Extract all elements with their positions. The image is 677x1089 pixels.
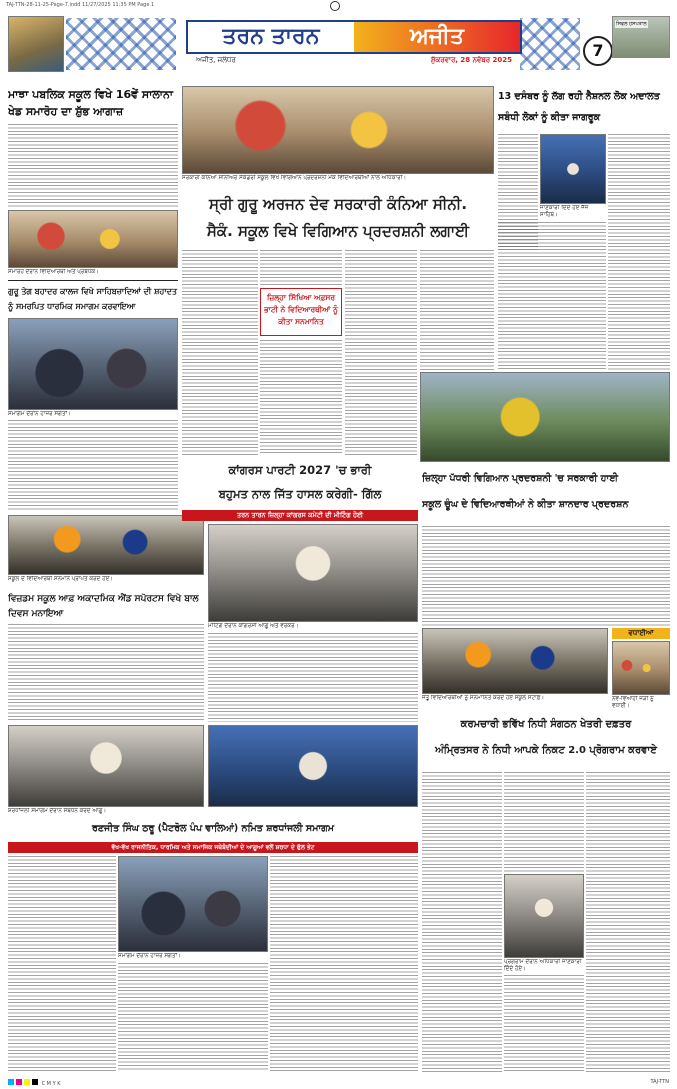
title-paper: ਅਜੀਤ [354, 22, 520, 52]
a1-body-text [8, 124, 178, 208]
a8-subhead-bar: ਵੱਖ-ਵੱਖ ਰਾਜਨੀਤਿਕ, ਧਾਰਮਿਕ ਅਤੇ ਸਮਾਜਿਕ ਜਥੇਬੰਦੀਆਂ ਦੇ ਆਗੂਆਂ ਵਲੋਂ ਸ਼ਰਧਾ ਦੇ ਫੁੱਲ ਭੇਟ [8, 842, 418, 853]
registration-mark-icon [330, 1, 340, 11]
yellow-swatch [24, 1079, 30, 1085]
a6-headline [182, 458, 418, 508]
a7-photo [422, 628, 608, 694]
page-number: 7 [583, 36, 613, 66]
greeting-photo [612, 641, 670, 695]
a2-photo-caption: ਜਾਣਕਾਰੀ ਦਿੰਦੇ ਹੋਏ ਜੱਜ ਸਾਹਿਬ। [540, 205, 589, 218]
masthead-subline [186, 56, 522, 68]
hospital-photo [612, 16, 670, 58]
greeting-label: ਵਧਾਈਆਂ [612, 628, 670, 639]
edition-label: ਅਜੀਤ, ਜਲੰਧਰ [196, 56, 236, 64]
a6-headline-line2: ਬਹੁਮਤ ਨਾਲ ਜਿੱਤ ਹਾਸਲ ਕਰੇਗੀ- ਗਿੱਲ [218, 487, 382, 501]
a3-headline [182, 191, 494, 245]
a2-body-col2 [498, 222, 606, 370]
a6-subhead-bar: ਤਰਨ ਤਾਰਨ ਜ਼ਿਲ੍ਹਾ ਕਾਂਗਰਸ ਕਮੇਟੀ ਦੀ ਮੀਟਿੰਗ ਹੋਈ [182, 510, 418, 521]
a9-body-col3 [586, 772, 670, 1072]
a8-caption2: ਸਮਾਗਮ ਦੌਰਾਨ ਹਾਜ਼ਰ ਸੰਗਤਾਂ। [118, 953, 181, 959]
masthead-title [186, 20, 522, 54]
a3-body-col1 [182, 250, 258, 455]
a5-body-text [8, 624, 204, 722]
a7-body-text [422, 526, 670, 626]
masthead-pattern-right [520, 18, 580, 70]
a7-headline-line2: ਸਕੂਲ ਚੂੰਘ ਦੇ ਵਿਦਿਆਰਥੀਆਂ ਨੇ ਕੀਤਾ ਸ਼ਾਨਦਾਰ ਪ੍ਰਦਰਸ਼ਨ [422, 499, 629, 510]
a6-headline-line1: ਕਾਂਗਰਸ ਪਾਰਟੀ 2027 'ਚ ਭਾਰੀ [228, 463, 372, 477]
print-slug: TAJ-TTN-28-11-25-Page-7.indd 11/27/2025 11:35 PM Page 1 [6, 2, 155, 8]
magenta-swatch [16, 1079, 22, 1085]
title-city: ਤਰਨ ਤਾਰਨ [188, 22, 354, 52]
divider [8, 280, 178, 281]
greeting-caption: ਨਵ-ਵਿਆਹੀ ਜੋੜੀ ਨੂੰ ਵਧਾਈ। [612, 696, 654, 709]
a3-quote-box: ਜ਼ਿਲ੍ਹਾ ਸਿੱਖਿਆ ਅਫ਼ਸਰ ਭਾਟੀ ਨੇ ਵਿਦਿਆਰਥੀਆਂ ਨੂੰ ਕੀਤਾ ਸਨਮਾਨਿਤ [260, 288, 342, 336]
a9-body-col2a [504, 772, 584, 872]
a3-headline-line1: ਸ੍ਰੀ ਗੁਰੂ ਅਰਜਨ ਦੇਵ ਸਰਕਾਰੀ ਕੰਨਿਆ ਸੀਨੀ. [208, 195, 468, 213]
a8-body-col1 [8, 856, 116, 1072]
a4-photo [8, 318, 178, 410]
a9-photo [504, 874, 584, 958]
a5-headline: ਵਿਜ਼ਡਮ ਸਕੂਲ ਆਫ਼ ਅਕਾਦਮਿਕ ਐਂਡ ਸਪੋਰਟਸ ਵਿਖੇ ਬਾਲ ਦਿਵਸ ਮਨਾਇਆ [8, 594, 199, 619]
a4-caption: ਸਮਾਗਮ ਦੌਰਾਨ ਹਾਜ਼ਰ ਸੰਗਤਾਂ। [8, 411, 71, 417]
a8-crowd-photo [118, 856, 268, 952]
a3-body-col2a [260, 250, 342, 286]
a2-headline: 13 ਦਸੰਬਰ ਨੂੰ ਲੱਗ ਰਹੀ ਨੈਸ਼ਨਲ ਲੋਕ ਅਦਾਲਤ ਸਬੰਧੀ ਲੋਕਾਂ ਨੂੰ ਕੀਤਾ ਜਾਗਰੂਕ [498, 91, 660, 123]
a9-body-col1 [422, 772, 502, 1072]
a6-body-text [208, 633, 418, 722]
a2-portrait-photo [540, 134, 606, 204]
a7-photo-caption: ਜੇਤੂ ਵਿਦਿਆਰਥੀਆਂ ਨੂੰ ਸਨਮਾਨਿਤ ਕਰਦੇ ਹੋਏ ਸਕੂਲ ਸਟਾਫ਼। [422, 695, 545, 701]
science-exhibition-photo [182, 86, 494, 174]
masthead-pattern-left [66, 18, 176, 70]
a9-headline [422, 712, 670, 768]
a6-photo [208, 524, 418, 622]
a1-headline: ਮਾਝਾ ਪਬਲਿਕ ਸਕੂਲ ਵਿਖੇ 16ਵੇਂ ਸਾਲਾਨਾ ਖੇਡ ਸਮਾਰੋਹ ਦਾ ਸ਼ੁੱਭ ਆਗਾਜ਼ [8, 88, 173, 118]
a3-body-col4 [420, 250, 494, 370]
school-event-photo [8, 515, 204, 575]
a1-photo [8, 210, 178, 268]
a9-body-col2b [504, 975, 584, 1072]
a9-caption: ਪ੍ਰੋਗਰਾਮ ਦੌਰਾਨ ਅਧਿਕਾਰੀ ਜਾਣਕਾਰੀ ਦਿੰਦੇ ਹੋਏ। [504, 959, 582, 972]
school-event-caption: ਸਕੂਲ ਦੇ ਵਿਦਿਆਰਥੀ ਸਨਮਾਨ ਪ੍ਰਾਪਤ ਕਰਦੇ ਹੋਏ। [8, 576, 114, 582]
group-photo-right [420, 372, 670, 462]
a3-headline-line2: ਸੈਕੰ. ਸਕੂਲ ਵਿਖੇ ਵਿਗਿਆਨ ਪ੍ਰਦਰਸ਼ਨੀ ਲਗਾਈ [206, 222, 470, 240]
a7-headline [422, 466, 670, 522]
a8-photo-right [208, 725, 418, 807]
issue-date: ਸ਼ੁੱਕਰਵਾਰ, 28 ਨਵੰਬਰ 2025 [430, 56, 512, 64]
a7-headline-line1: ਜ਼ਿਲ੍ਹਾ ਪੱਧਰੀ ਵਿਗਿਆਨ ਪ੍ਰਦਰਸ਼ਨੀ 'ਚ ਸਰਕਾਰੀ ਹਾਈ [422, 473, 619, 484]
a9-headline-line2: ਅੰਮ੍ਰਿਤਸਰ ਨੇ ਨਿਧੀ ਆਪਕੇ ਨਿਕਟ 2.0 ਪ੍ਰੋਗਰਾਮ ਕਰਵਾਏ [435, 745, 657, 756]
a3-body-col3 [345, 250, 417, 455]
footer-left: C M Y K [41, 1081, 61, 1087]
cyan-swatch [8, 1079, 14, 1085]
a1-caption: ਸਮਾਰੋਹ ਦੌਰਾਨ ਵਿਦਿਆਰਥੀ ਅਤੇ ਪ੍ਰਬੰਧਕ। [8, 269, 99, 275]
a9-headline-line1: ਕਰਮਚਾਰੀ ਭਵਿੱਖ ਨਿਧੀ ਸੰਗਠਨ ਖੇਤਰੀ ਦਫ਼ਤਰ [460, 719, 632, 730]
footer-right: TAJ-TTN [650, 1079, 669, 1085]
page-footer [0, 1076, 677, 1089]
a4-headline: ਗੁਰੂ ਤੇਗ ਬਹਾਦਰ ਕਾਲਜ ਵਿਖੇ ਸਾਹਿਬਜ਼ਾਦਿਆਂ ਦੀ ਸ਼ਹਾਦਤ ਨੂੰ ਸਮਰਪਿਤ ਧਾਰਮਿਕ ਸਮਾਗਮ ਕਰਵਾਇਆ [8, 287, 178, 311]
a8-caption: ਸ਼ਰਧਾਂਜਲੀ ਸਮਾਗਮ ਦੌਰਾਨ ਸੰਬੋਧਨ ਕਰਦੇ ਆਗੂ। [8, 808, 107, 814]
black-swatch [32, 1079, 38, 1085]
a4-body-text [8, 420, 178, 512]
a8-headline: ਰਣਜੀਤ ਸਿੰਘ ਠਰੂ (ਪੈਟਰੋਲ ਪੰਪ ਵਾਲਿਆਂ) ਨਮਿਤ ਸ਼ਰਧਾਂਜਲੀ ਸਮਾਗਮ [91, 823, 335, 834]
a8-body-col2 [118, 963, 268, 1072]
hospital-photo-label: ਸਿਵਲ ਹਸਪਤਾਲ [616, 21, 647, 27]
golden-temple-photo [8, 16, 64, 72]
science-exhibition-caption: ਸਰਕਾਰੀ ਕੰਨਿਆ ਸੀਨੀਅਰ ਸੈਕੰਡਰੀ ਸਕੂਲ ਵਿਖੇ ਵਿਗਿਆਨ ਪ੍ਰਦਰਸ਼ਨੀ ਮੌਕੇ ਵਿਦਿਆਰਥੀਆਂ ਨਾਲ ਅਧਿਕਾਰੀ। [182, 175, 407, 181]
color-bar [8, 1079, 61, 1086]
a6-caption: ਮੀਟਿੰਗ ਦੌਰਾਨ ਕਾਂਗਰਸੀ ਆਗੂ ਅਤੇ ਵਰਕਰ। [208, 623, 299, 629]
a8-photo-left [8, 725, 204, 807]
a3-body-col2b [260, 340, 342, 455]
a2-body-col3 [608, 134, 670, 370]
a8-body-col3 [270, 856, 418, 1072]
